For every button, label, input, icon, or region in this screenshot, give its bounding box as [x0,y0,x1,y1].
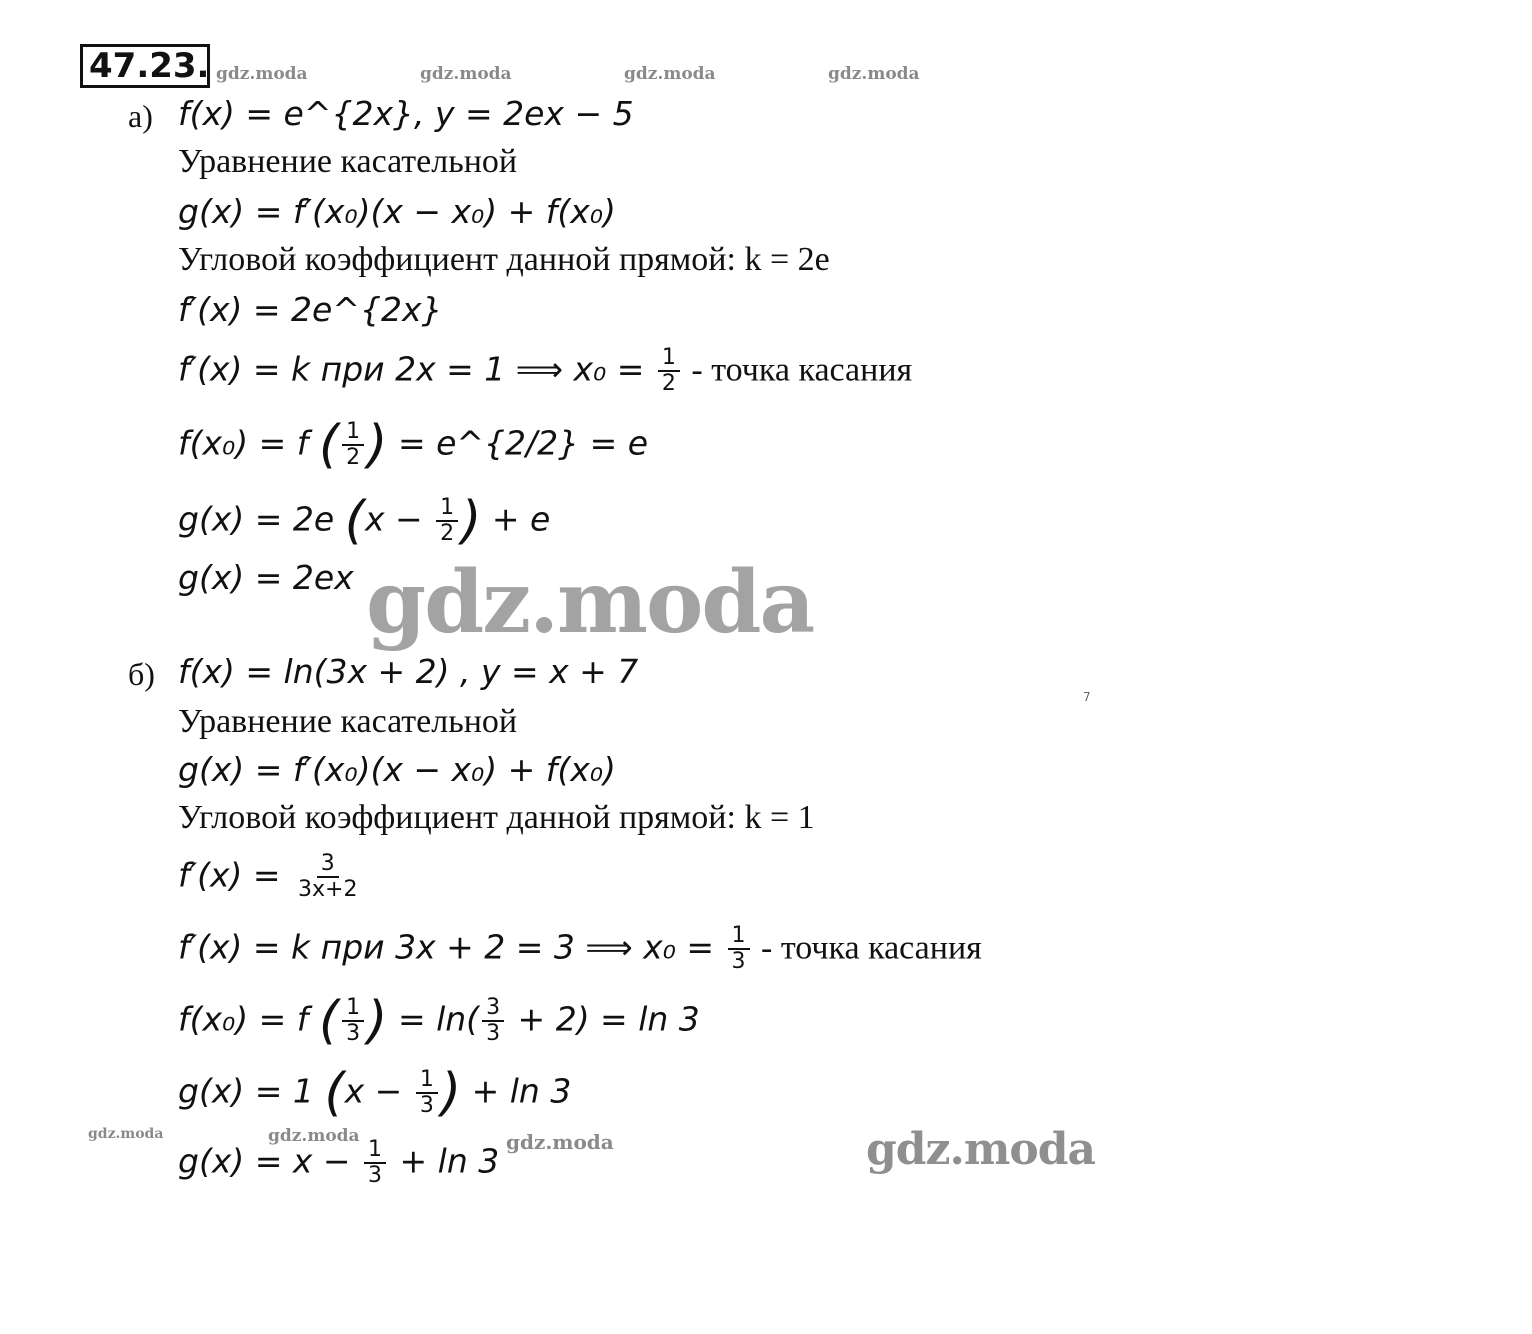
fraction [482,996,504,1046]
part-a-tangent-formula: g(x) = f′(x₀)(x − x₀) + f(x₀) [178,192,616,231]
fraction [436,496,458,546]
fraction-denominator: 2 [661,371,676,396]
part-b-condition [178,924,982,974]
watermark: gdz.moda [828,64,920,84]
part-b-slope: Угловой коэффициент данной прямой: k = 1 [178,799,815,836]
condition-text: f′(x) = k при 3x + 2 = 3 ⟹ x₀ = [178,927,725,967]
watermark: gdz.moda [88,1126,164,1142]
fraction-denominator: 3 [486,1021,501,1046]
fraction-numerator: 3 [317,852,339,878]
watermark: gdz.moda [420,64,512,84]
fraction-denominator: 3 [368,1163,383,1188]
watermark-large: gdz.moda [366,552,814,653]
fraction-numerator: 1 [364,1138,386,1164]
expr-text: + 2) = ln 3 [507,999,700,1039]
fraction-denominator: 2 [440,521,455,546]
fraction-denominator: 3x+2 [298,877,358,902]
expr-text: + ln 3 [389,1141,500,1181]
part-a-tangent-title: Уравнение касательной [178,143,518,180]
fraction [342,996,364,1046]
part-b-tangent-title: Уравнение касательной [178,703,518,740]
part-a-f-x0: f(x₀) = f ( $\frac{1}{2}$ ) = e^{2/2} = e [178,415,649,475]
fraction [294,852,361,902]
watermark: gdz.moda [268,1126,360,1146]
condition-note: - точка касания [752,929,982,967]
watermark: gdz.moda [624,64,716,84]
expr-text: x − [364,499,434,539]
fraction-denominator: 3 [419,1093,434,1118]
part-a-answer: g(x) = 2ex [178,558,354,597]
part-b-given: f(x) = ln(3x + 2) , y = x + 7 [178,652,639,691]
part-a-slope: Угловой коэффициент данной прямой: k = 2e [178,241,830,278]
part-a-label: а) [128,98,153,134]
part-a-condition [178,346,912,396]
fraction-numerator: 1 [342,420,364,446]
condition-note: - точка касания [682,351,913,389]
expr-text: g(x) = 2e [178,499,345,539]
expr-text: g(x) = x − [178,1141,362,1181]
expr-text: + ln 3 [461,1071,572,1111]
fraction-denominator: 3 [731,949,746,974]
fraction [416,1068,438,1118]
part-b-answer [178,1138,499,1188]
part-a-g-substituted: g(x) = 2e (x − $\frac{1}{2}$ ) + e [178,491,551,551]
fraction [364,1138,386,1188]
expr-text: g(x) = 1 [178,1071,325,1111]
part-b-g-substituted: g(x) = 1 (x − $\frac{1}{3}$ ) + ln 3 [178,1063,572,1123]
fraction-numerator: 1 [658,346,680,372]
expr-text: f(x₀) = f [178,999,319,1039]
expr-text: x − [344,1071,413,1111]
fraction-numerator: 1 [436,496,458,522]
problem-number: 47.23. [80,44,210,88]
part-a-derivative: f′(x) = 2e^{2x} [178,290,443,329]
fraction-numerator: 3 [482,996,504,1022]
part-b-tangent-formula: g(x) = f′(x₀)(x − x₀) + f(x₀) [178,750,616,789]
fraction-denominator: 3 [346,1021,361,1046]
fraction [342,420,364,470]
fraction-numerator: 1 [416,1068,438,1094]
expr-text: + e [481,499,551,539]
expr-text: f(x₀) = f [178,423,319,463]
condition-text: f′(x) = k при 2x = 1 ⟹ x₀ = [178,349,655,389]
watermark: gdz.moda [216,64,308,84]
fraction-denominator: 2 [346,445,361,470]
watermark-medium: gdz.moda [866,1124,1096,1175]
expr-text: f′(x) = [178,855,292,895]
fraction [728,924,750,974]
fraction [658,346,680,396]
part-b-f-x0: f(x₀) = f ( $\frac{1}{3}$ ) = ln( $\frac{3}{3}$ + 2) = ln 3 [178,991,700,1051]
part-b-label: б) [128,656,155,692]
watermark: gdz.moda [506,1130,614,1154]
fraction-numerator: 1 [342,996,364,1022]
expr-text: = e^{2/2} = e [387,423,649,463]
fraction-numerator: 1 [728,924,750,950]
stray-mark: 7 [1083,690,1091,704]
part-b-derivative [178,852,364,902]
part-a-given: f(x) = e^{2x}, y = 2ex − 5 [178,94,634,133]
expr-text: = ln( [387,999,480,1039]
